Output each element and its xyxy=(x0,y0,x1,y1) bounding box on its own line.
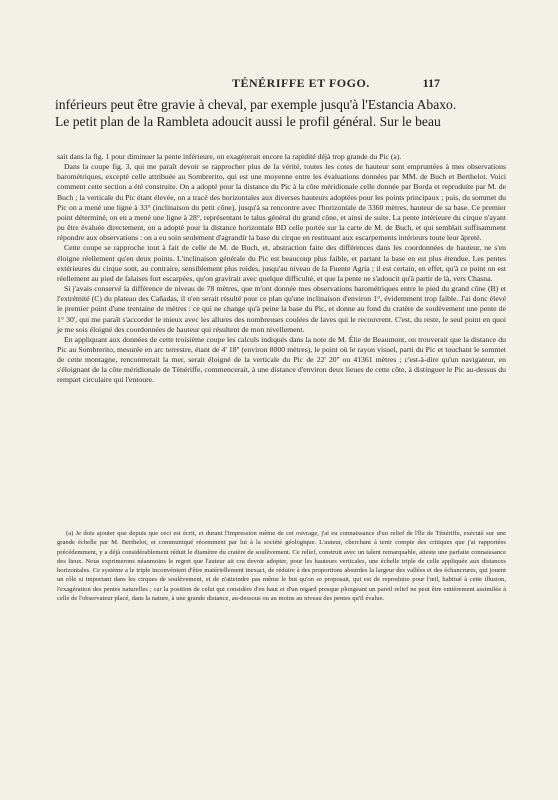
pasted-strip-line-2: Le petit plan de la Rambleta adoucit aussi le profil général. Sur le beau xyxy=(55,114,441,129)
body-text xyxy=(57,152,506,386)
page-number: 117 xyxy=(422,76,440,90)
paragraph-elie-de-beaumont: En appliquant aux données de cette troisième coupe les calculs indiqués dans la note de M. Élie de Beaumont, on trouverait que la distance du Pic au Sombrerito, mesurée en arc terrestre, étant de 4' 18'' (environ 8000 mètres), le point où le rayon visuel, parti du Pic et touchant le sommet de cette montagne, rencontrerait la mer, serait éloigné de la verticale du Pic de 22' 20'' ou 41361 mètres ; c'est-à-dire qu'un navigateur, en s'éloignant de la côte méridionale de Ténériffe, commencerait, à une distance d'environ deux lieues de cette côte, à distinguer le Pic au-dessus du rempart circulaire qui l'entoure. xyxy=(57,334,506,385)
footnote xyxy=(57,529,506,603)
paragraph-continuation: sait dans la fig. 1 pour diminuer la pente inférieure, on exagérerait encore la rapidité déjà trop grande du Pic (a). xyxy=(57,152,402,161)
running-title: TÉNÉRIFFE ET FOGO. xyxy=(232,76,370,90)
pasted-strip-line-1: inférieurs peut être gravie à cheval, par exemple jusqu'à l'Estancia Abaxo. xyxy=(55,97,457,112)
paragraph-comparison-buch: Cette coupe se rapproche tout à fait de celle de M. de Buch, et, abstraction faite des différences dans les coordonnées de hauteur, ne s'en éloigne réellement qu'en deux points. L'inclinaison générale du Pic est beaucoup plus faible, et partant la base en est plus étendue. Les pentes extérieures du cirque sont, au contraire, sensiblement plus roides, jusqu'au niveau de la Fuente Agria ; il est certain, en effet, qu'à ce point on est réellement au pied de falaises fort escarpées, qu'on gravirait avec quelque difficulté, et que la pente ne s'adoucit qu'à partir de là, vers Chasna. xyxy=(57,243,506,283)
paragraph-coupe-fig-3: Dans la coupe fig. 3, qui me paraît devoir se rapprocher plus de la vérité, toutes les cotes de hauteur sont empruntées à mes observations barométriques, excepté celle attribuée au Sombrerito, qui est une moyenne entre les évaluations données par MM. de Buch et Berthelot. Voici comment cette section a été construite. On a adopté pour la distance du Pic à la côte méridionale celle donnée par Borda et reproduite par M. de Buch ; la verticale du Pic étant élevée, on a tracé des horizontales aux diverses hauteurs adoptées pour les points principaux ; puis, du sommet du Pic on a mené une ligne à 33° (inclinaison du petit cône), jusqu'à sa rencontre avec l'horizontale de 3360 mètres, hauteur de sa base. Ce premier point déterminé, on en a mené une ligne à 28°, représentant le talus général du grand cône, et ainsi de suite. La pente intérieure du cirque n'ayant pu être évaluée directement, on a adopté pour la distance horizontale BD celle portée sur la carte de M. de Buch, et qui semblait suffisamment répondre aux observations : on a eu soin seulement d'agrandir la base du cirque en restituant aux escarpements intérieurs toute leur âpreté. xyxy=(57,162,506,243)
paragraph-level-difference: Si j'avais conservé la différence de niveau de 78 mètres, que m'ont donnée mes observations barométriques entre le pied du grand cône (B) et l'extrémité (C) du plateau des Cañadas, il n'en serait résulté pour ce plan qu'une inclinaison d'environ 1°, évidemment trop faible. J'ai donc élevé le premier point d'une trentaine de mètres : ce qui ne change qu'à peine la base du Pic, et donne au fond du cratère de soulèvement une pente de 1° 30', qui me paraît s'accorder le mieux avec les allures des nombreuses coulées de laves qui le recouvrent. C'est, du reste, le seul point en quoi je me sois éloigné des coordonnées de hauteur qui résultent de mon nivellement. xyxy=(57,284,506,334)
footnote-a: (a) Je dois ajouter que depuis que ceci est écrit, et durant l'impression même de cet ouvrage, j'ai eu connaissance d'un relief de l'île de Ténériffe, exécuté sur une grande échelle par M. Berthelot, et communiqué récemment par lui à la société géologique. L'auteur, cherchant à tenir compte des critiques que j'ai rapportées précédemment, y a déjà considérablement réduit le diamètre du cratère de soulèvement. Ce relief, construit avec un talent remarquable, atteste une parfaite connaissance des lieux. Nous exprimerons néanmoins le regret que l'auteur ait cru devoir adopter, pour les hauteurs verticales, une échelle triple de celle appliquée aux distances horizontales. Ce système a le triple inconvénient d'être matériellement inexact, de réduire à des proportions absurdes la largeur des vallées et des échancrures, qui jouent un rôle si important dans les cirques de soulèvement, et de n'atteindre pas même le but qu'on se proposait, qui est de reproduire pour l'œil, habitué à cette illusion, l'exagération des pentes naturelles ; car la position de celui qui considère d'en haut et d'un regard presque plongeant un pareil relief ne peut être entièrement assimilée à celle de l'observateur placé, dans la nature, à une grande distance, au-dessous ou au moins au niveau des pentes qu'il évalue. xyxy=(57,530,506,603)
page-header xyxy=(0,76,558,96)
